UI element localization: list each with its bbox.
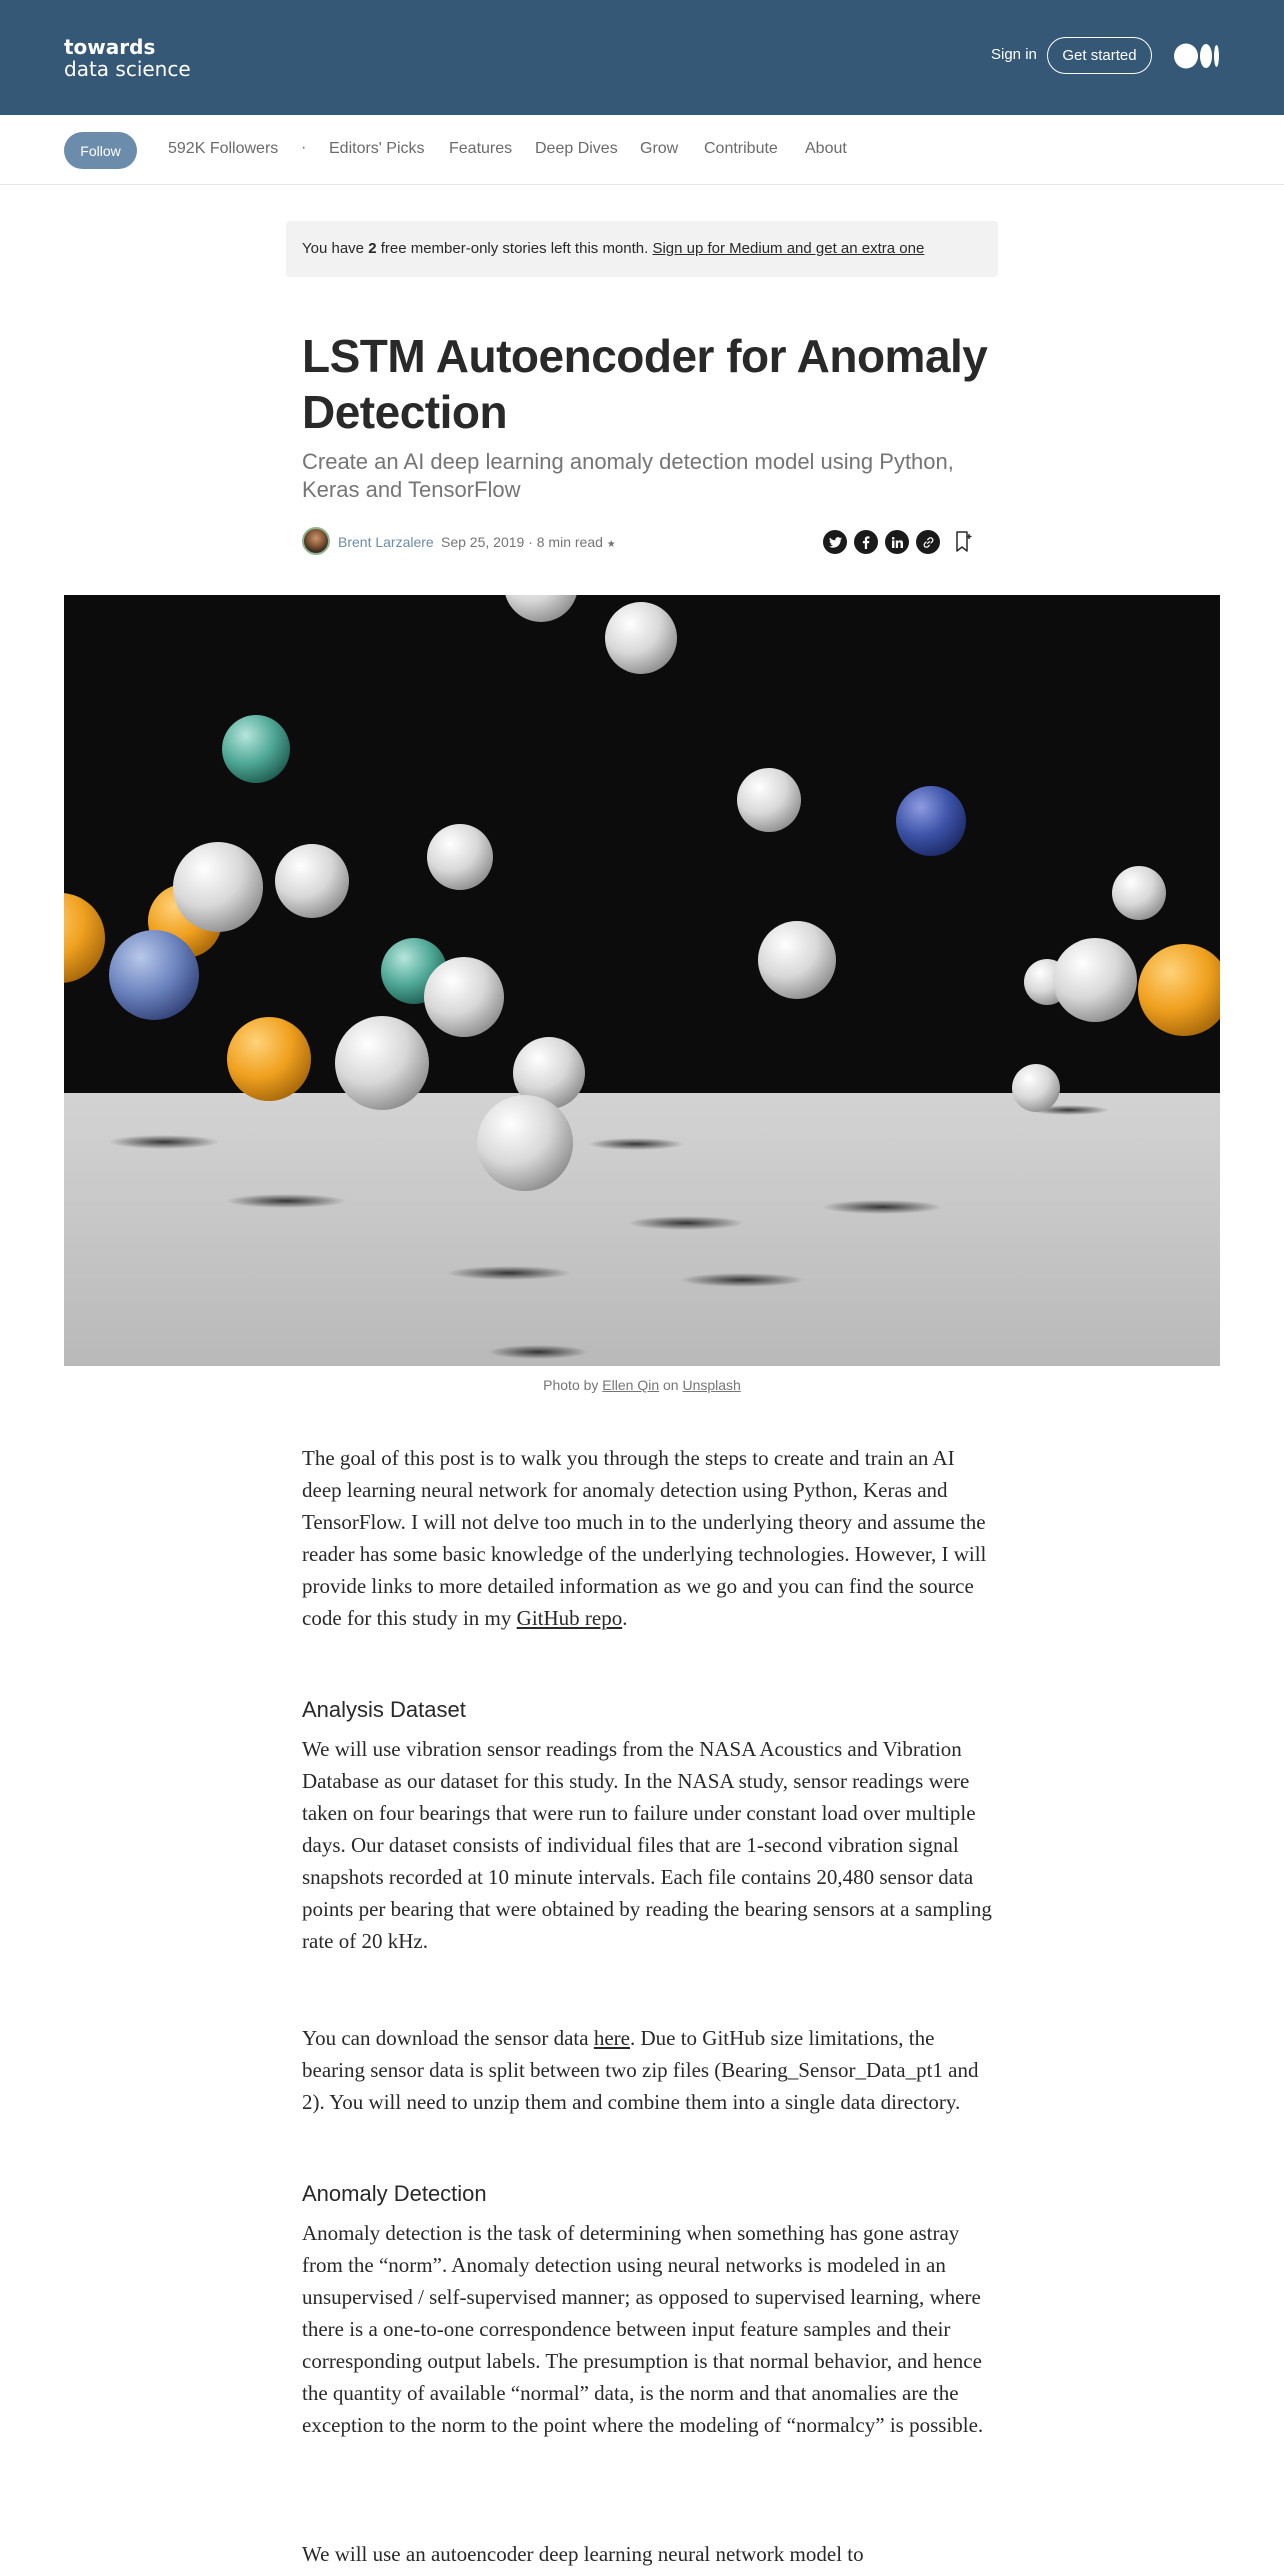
followers-count[interactable]: 592K Followers <box>168 140 279 157</box>
caption-on: on <box>659 1377 683 1393</box>
intro-text: The goal of this post is to walk you through the steps to create and train an AI deep learning neural network for anomaly detection using Python, Keras and TensorFlow. I will not delve too much in to the underlying theory and assume the reader has some basic knowledge of the underlying technologies. However, I will provide links to more detailed information as we go and you can find the source code for this study in my <box>302 1446 987 1630</box>
nav-contribute[interactable]: Contribute <box>704 140 778 157</box>
sign-in-link[interactable]: Sign in <box>991 46 1037 63</box>
member-stories-banner <box>286 221 998 277</box>
article-subtitle: Create an AI deep learning anomaly detection model using Python, Keras and TensorFlow <box>302 449 954 502</box>
logo-line-1: towards <box>64 35 156 59</box>
nav-grow[interactable]: Grow <box>640 140 679 157</box>
banner-count: 2 <box>368 240 377 257</box>
site-header <box>0 0 1284 115</box>
author-name[interactable]: Brent Larzalere <box>338 534 434 550</box>
signup-link[interactable]: Sign up for Medium and get an extra one <box>652 240 925 257</box>
banner-prefix: You have <box>302 240 369 257</box>
medium-logo-icon[interactable] <box>1174 43 1220 69</box>
dataset-paragraph: We will use vibration sensor readings from the NASA Acoustics and Vibration Database as our dataset for this study. In the NASA study, sensor readings were taken on four bearings that were run to failure under constant load over multiple days. Our dataset consists of individual files that are 1-second vibration signal snapshots recorded at 10 minute intervals. Each file contains 20,480 sensor data points per bearing that were obtained by reading the bearing sensors at a sampling rate of 20 kHz. <box>302 1737 992 1953</box>
twitter-icon[interactable] <box>823 530 847 554</box>
nav-about[interactable]: About <box>805 140 847 157</box>
read-time: 8 min read <box>536 534 603 550</box>
facebook-icon[interactable] <box>854 530 878 554</box>
caption-prefix: Photo by <box>543 1377 603 1393</box>
autoencoder-paragraph: We will use an autoencoder deep learning neural network model to <box>302 2542 864 2566</box>
logo-line-2: data science <box>64 57 191 81</box>
github-repo-link[interactable]: GitHub repo <box>516 1606 623 1630</box>
image-caption <box>0 1377 1284 1393</box>
linkedin-icon[interactable] <box>885 530 909 554</box>
intro-end: . <box>622 1606 628 1630</box>
nav-features[interactable]: Features <box>449 140 513 157</box>
nav-editors-picks[interactable]: Editors' Picks <box>329 140 425 157</box>
intro-paragraph <box>302 1442 992 1634</box>
nav-deep-dives[interactable]: Deep Dives <box>535 140 618 157</box>
meta-dot: · <box>528 534 537 550</box>
sensor-data-link[interactable]: here <box>593 2026 630 2050</box>
anomaly-paragraph: Anomaly detection is the task of determining when something has gone astray from the “norm”. Anomaly detection using neural networks is modeled in an unsupervised / self-supervised manner; as opposed to supervised learning, where there is a one-to-one correspondence between input feature samples and their corresponding output labels. The presumption is that normal behavior, and hence the quantity of available “normal” data, is the norm and that anomalies are the exception to the norm to the point where the modeling of “normalcy” is possible. <box>302 2221 984 2437</box>
publication-nav <box>0 115 1284 185</box>
heading-analysis-dataset: Analysis Dataset <box>302 1697 466 1722</box>
article-meta <box>441 534 616 550</box>
hero-image <box>64 595 1220 1366</box>
download-text: You can download the sensor data <box>302 2026 594 2050</box>
unsplash-link[interactable]: Unsplash <box>682 1377 741 1393</box>
member-star-icon: ★ <box>606 539 616 550</box>
publication-logo[interactable] <box>64 36 191 80</box>
article-title: LSTM Autoencoder for Anomaly Detection <box>302 330 988 438</box>
author-avatar[interactable] <box>302 527 330 555</box>
floating-balls-illustration <box>64 595 1220 1366</box>
link-icon[interactable] <box>916 530 940 554</box>
nav-separator: · <box>301 139 307 156</box>
bookmark-icon[interactable] <box>954 530 974 554</box>
follow-button[interactable]: Follow <box>64 132 137 169</box>
heading-anomaly-detection: Anomaly Detection <box>302 2181 487 2206</box>
photographer-link[interactable]: Ellen Qin <box>602 1377 660 1393</box>
get-started-button[interactable]: Get started <box>1047 37 1152 74</box>
banner-middle: free member-only stories left this month. <box>376 240 653 257</box>
download-rest: . Due to GitHub size limitations, the bearing sensor data is split between two zip files (Bearing_Sensor_Data_pt1 and 2). You will need to unzip them and combine them into a single data directory. <box>302 2026 979 2114</box>
publish-date: Sep 25, 2019 <box>441 534 525 550</box>
download-paragraph <box>302 2022 992 2118</box>
